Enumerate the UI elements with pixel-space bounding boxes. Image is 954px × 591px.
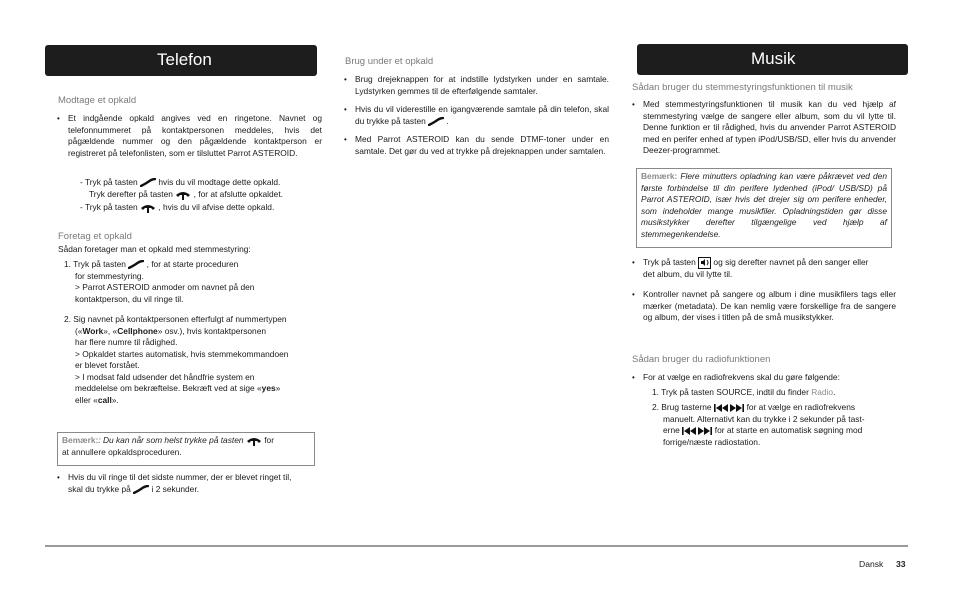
page-number: 33 xyxy=(896,559,906,569)
call-accept-icon xyxy=(140,178,156,187)
hangup-icon xyxy=(140,203,156,213)
footer-divider xyxy=(45,545,908,547)
musik-title: Musik xyxy=(751,49,796,68)
metadata-bullet: • Kontroller navnet på sangere og album i dine musikfilers tags eller mærker (metadata). De kan nemlig være forskellige fra de sangere og album, der vises i titlen på de små musikstykker. xyxy=(643,289,896,324)
voice-music-bullet: • Med stemmestyringsfunktionen til musik kan du ved hjælp af stemmestyring vælge de sangere eller album, som du vil lytte til. Denne funktion er til rådighed, hvis du anvender Parrot ASTEROID med en perifer enhed af typen iPod/USB/SD, eller hvis du anvender Deezer-programmet. xyxy=(643,99,896,157)
telefon-title: Telefon xyxy=(157,50,212,69)
next-track-icon xyxy=(730,404,744,412)
redial-bullet: • Hvis du vil ringe til det sidste nummer, der er blevet ringet til, skal du trykke på i 2 sekunder. xyxy=(68,472,330,495)
receive-call-dash1-cont: Tryk derefter på tasten , for at afslutte opkaldet. xyxy=(89,189,283,199)
receive-call-dash1: - Tryk på tasten hvis du vil modtage dette opkald. xyxy=(80,177,281,187)
hangup-icon xyxy=(175,190,191,200)
call-accept-icon xyxy=(133,485,149,494)
receive-call-paragraph: • Et indgående opkald angives ved en ringetone. Navnet og telefonnummeret på kontaktpersonen meddeles, hvis det pågældende nummer og den pågældende kontaktperson er registreret på telefonlisten, som er tilsluttet Parrot ASTEROID. xyxy=(68,113,322,159)
make-call-intro: Sådan foretager man et opkald med stemmestyring: xyxy=(58,244,251,254)
voice-key-bullet: • Tryk på tasten og sig derefter navnet på den sanger eller det album, du vil lytte til. xyxy=(643,257,899,281)
musik-title-bar xyxy=(637,44,908,75)
call-accept-icon xyxy=(428,117,444,126)
footer-language: Dansk xyxy=(859,559,884,569)
during-call-bullet-1: • Brug drejeknappen for at indstille lydstyrken under en samtale. Lydstyrken gemmes til de efterfølgende samtaler. xyxy=(355,74,609,97)
voice-command-icon xyxy=(698,257,711,269)
call-accept-icon xyxy=(128,260,144,269)
prev-track-icon xyxy=(682,427,696,435)
hangup-icon xyxy=(246,436,262,446)
during-call-bullet-2: • Hvis du vil viderestille en igangværende samtale på din telefon, skal du trykke på tasten . xyxy=(355,104,609,127)
next-track-icon xyxy=(698,427,712,435)
radio-step-1: 1. Tryk på tasten SOURCE, indtil du finder Radio. xyxy=(652,387,836,397)
make-call-heading: Foretag et opkald xyxy=(58,231,132,242)
during-call-heading: Brug under et opkald xyxy=(345,56,434,67)
make-call-step1: 1. Tryk på tasten , for at starte proceduren for stemmestyring. > Parrot ASTEROID anmoder om navnet på den kontaktperson, du vil ringe til. xyxy=(64,259,255,304)
radio-heading: Sådan bruger du radiofunktionen xyxy=(632,354,771,365)
telefon-note-box: Bemærk:: Du kan når som helst trykke på tasten for at annullere opkaldsproceduren. xyxy=(57,432,315,466)
receive-call-heading: Modtage et opkald xyxy=(58,95,137,106)
make-call-step2: 2. Sig navnet på kontaktpersonen efterfulgt af nummertypen («Work», «Cellphone» osv.), hvis kontaktpersonen har flere numre til rådighed. > Opkaldet startes automatisk, hvis stemmekommandoen er blevet forstået. > I modsat fald udsender det håndfrie system en meddelelse om bekræftelse. Bekræft ved at sige «yes» eller «call». xyxy=(64,314,289,405)
telefon-title-bar xyxy=(45,45,317,76)
radio-intro-bullet: • For at vælge en radiofrekvens skal du gøre følgende: xyxy=(643,372,899,384)
radio-step-2: 2. Brug tasterne for at vælge en radiofrekvens manuelt. Alternativt kan du trykke i 2 sekunder på tast- erne for at starte en automatisk søgning mod forrige/næste radiostation. xyxy=(652,402,865,447)
receive-call-dash2: - Tryk på tasten , hvis du vil afvise dette opkald. xyxy=(80,202,275,212)
during-call-bullet-3: • Med Parrot ASTEROID kan du sende DTMF-toner under en samtale. Det gør du ved at trykke på drejeknappen under samtalen. xyxy=(355,134,609,157)
voice-music-heading: Sådan bruger du stemmestyringsfunktionen til musik xyxy=(632,82,853,93)
prev-track-icon xyxy=(714,404,728,412)
musik-note-box: Bemærk: Flere minutters opladning kan være påkrævet ved den første forbindelse til din perifere lydenhed (iPod/ USB/SD) på Parrot ASTEROID, især hvis det drejer sig om perifere enheder, som indeholder mange musikfiler. Opladningstiden gør disse musikstykker derefter tilgængelige ved hjælp af stemmegenkendelse. xyxy=(636,168,892,248)
